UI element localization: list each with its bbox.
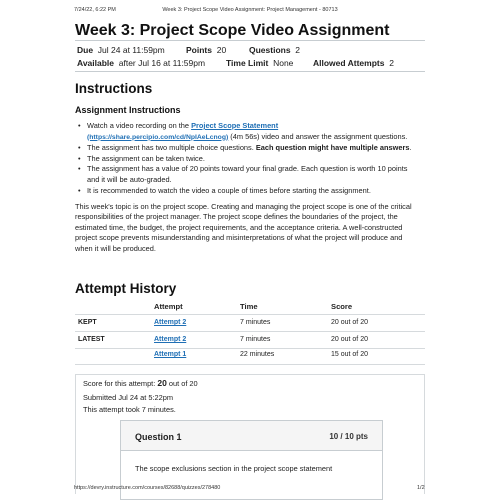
paragraph-line: project scope prevents misunderstanding and misinterpretations of what the project will produce and bbox=[75, 233, 403, 243]
attempt-link[interactable]: Attempt 2 bbox=[154, 319, 187, 326]
print-date: 7/24/22, 6:22 PM bbox=[74, 7, 116, 13]
print-header bbox=[0, 7, 500, 17]
col-header-score: Score bbox=[331, 302, 353, 311]
due-value: Jul 24 at 11:59pm bbox=[97, 45, 165, 55]
available-label: Available bbox=[77, 58, 115, 68]
print-title: Week 3: Project Scope Video Assignment: Project Management - 80713 bbox=[162, 7, 338, 13]
paragraph-line: responsibilities of the project manager. The project scope defines the boundaries of the project, the bbox=[75, 212, 398, 222]
points-value: 20 bbox=[216, 45, 227, 55]
attempt-time: 7 minutes bbox=[240, 336, 271, 343]
list-item bbox=[78, 164, 423, 185]
attempt-score: 20 out of 20 bbox=[331, 336, 368, 343]
video-url-link[interactable]: (https://share.percipio.com/cd/NpIAeLcnog) bbox=[87, 133, 229, 141]
instructions-heading: Instructions bbox=[75, 81, 153, 96]
allowed-attempts-field bbox=[313, 58, 394, 68]
submitted-date: Submitted Jul 24 at 5:22pm bbox=[83, 393, 173, 402]
questions-field bbox=[249, 45, 300, 55]
score-for-attempt bbox=[83, 378, 198, 388]
allowed-attempts-value: 2 bbox=[389, 58, 394, 68]
paragraph-line: when it will be produced. bbox=[75, 243, 156, 253]
points-field bbox=[186, 45, 226, 55]
question-title: Question 1 bbox=[135, 432, 182, 442]
available-field bbox=[77, 58, 205, 68]
table-row bbox=[75, 333, 425, 349]
instructions-list bbox=[78, 121, 423, 196]
due-label: Due bbox=[77, 45, 94, 55]
attempt-score: 20 out of 20 bbox=[331, 319, 368, 326]
table-divider bbox=[75, 364, 425, 365]
bullet-text: . bbox=[409, 143, 412, 153]
attempt-score: 15 out of 20 bbox=[331, 351, 368, 358]
col-header-attempt: Attempt bbox=[154, 302, 183, 311]
paragraph-line: estimated time, the budget, the project requirements, and the acceptance criteria. A well-constructed bbox=[75, 222, 403, 232]
bullet-text: The assignment has two multiple choice questions. bbox=[87, 143, 256, 153]
questions-value: 2 bbox=[295, 45, 301, 55]
table-divider bbox=[75, 331, 425, 332]
title-divider bbox=[75, 40, 425, 41]
bullet-text: and it will be auto-graded. bbox=[87, 174, 172, 184]
project-scope-statement-link[interactable]: Project Scope Statement bbox=[191, 121, 279, 130]
instructions-paragraph bbox=[75, 202, 425, 254]
question-text: The scope exclusions section in the project scope statement bbox=[135, 464, 333, 473]
allowed-attempts-label: Allowed Attempts bbox=[313, 58, 385, 68]
row-label: LATEST bbox=[78, 336, 105, 343]
paragraph-line: This week's topic is on the project scope. Creating and managing the project scope is one of the critical bbox=[75, 202, 412, 211]
assignment-instructions-heading: Assignment Instructions bbox=[75, 105, 181, 115]
due-field bbox=[77, 45, 165, 55]
list-item bbox=[78, 121, 423, 143]
attempt-time: 22 minutes bbox=[240, 351, 275, 358]
page-title: Week 3: Project Scope Video Assignment bbox=[75, 22, 390, 39]
score-total: out of 20 bbox=[166, 379, 198, 388]
table-row bbox=[75, 316, 425, 332]
bullet-text: The assignment has a value of 20 points toward your final grade. Each question is worth 10 points bbox=[87, 164, 408, 174]
list-item bbox=[78, 154, 423, 165]
question-points: 10 / 10 pts bbox=[329, 432, 368, 441]
questions-label: Questions bbox=[249, 45, 291, 55]
list-item bbox=[78, 186, 423, 197]
print-url: https://devry.instructure.com/courses/82688/quizzes/278480 bbox=[74, 485, 221, 491]
table-divider bbox=[75, 314, 425, 315]
row-label: KEPT bbox=[78, 319, 97, 326]
attempt-duration: This attempt took 7 minutes. bbox=[83, 405, 176, 414]
attempt-time: 7 minutes bbox=[240, 319, 271, 326]
score-value: 20 bbox=[157, 378, 167, 388]
table-row bbox=[75, 348, 425, 364]
score-label: Score for this attempt: bbox=[83, 379, 158, 388]
time-limit-value: None bbox=[273, 58, 294, 68]
bullet-text: It is recommended to watch the video a couple of times before starting the assignment. bbox=[87, 185, 371, 195]
bullet-text: Watch a video recording on the bbox=[87, 121, 192, 130]
question-header bbox=[121, 421, 382, 451]
page-number: 1/2 bbox=[417, 485, 425, 491]
list-item bbox=[78, 143, 423, 154]
time-limit-label: Time Limit bbox=[226, 58, 269, 68]
col-header-time: Time bbox=[240, 302, 258, 311]
attempt-link[interactable]: Attempt 2 bbox=[154, 336, 187, 343]
bullet-text: The assignment can be taken twice. bbox=[87, 153, 205, 163]
points-label: Points bbox=[186, 45, 212, 55]
bullet-text: (4m 56s) video and answer the assignment questions. bbox=[228, 131, 408, 141]
attempt-link[interactable]: Attempt 1 bbox=[154, 351, 187, 358]
meta-divider bbox=[75, 71, 425, 72]
available-value: after Jul 16 at 11:59pm bbox=[118, 58, 206, 68]
attempt-history-heading: Attempt History bbox=[75, 281, 177, 296]
time-limit-field bbox=[226, 58, 293, 68]
bullet-bold-text: Each question might have multiple answers bbox=[255, 143, 410, 153]
